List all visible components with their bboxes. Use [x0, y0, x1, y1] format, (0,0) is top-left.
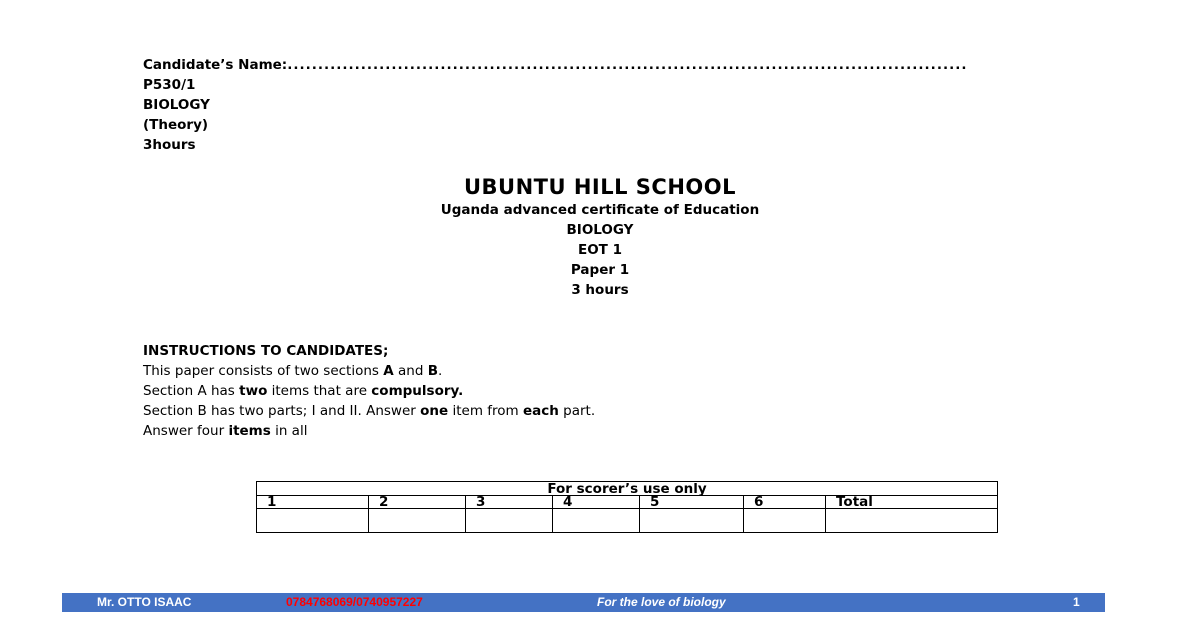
scorer-col-total: Total: [826, 496, 998, 509]
footer-author: Mr. OTTO ISAAC: [97, 595, 192, 609]
scorer-caption: For scorer’s use only: [257, 482, 998, 496]
instruction-text: part.: [558, 403, 596, 419]
instruction-text: Section B has two parts; I and II. Answer: [143, 403, 421, 419]
scorer-col-4: 4: [553, 496, 640, 509]
candidate-name-label: Candidate’s Name:: [143, 57, 288, 73]
instruction-emphasis: items: [228, 423, 271, 439]
instruction-text: This paper consists of two sections: [143, 363, 384, 379]
scorer-col-6: 6: [744, 496, 826, 509]
instructions-heading: INSTRUCTIONS TO CANDIDATES;: [143, 343, 389, 359]
exam-name: EOT 1: [577, 242, 622, 258]
instruction-text: items that are: [267, 383, 372, 399]
school-name: UBUNTU HILL SCHOOL: [463, 175, 737, 199]
footer-phone: 0784768069/0740957227: [286, 595, 423, 609]
instruction-emphasis: two: [239, 383, 268, 399]
title-block: [0, 174, 1200, 300]
instruction-line-4: [143, 421, 595, 441]
scorer-header-row: [257, 496, 998, 509]
instruction-emphasis: A: [383, 363, 394, 379]
instruction-text: and: [393, 363, 428, 379]
instruction-emphasis: each: [522, 403, 559, 419]
instruction-line-1: [143, 361, 595, 381]
scorer-table: [256, 481, 998, 533]
paper-code: P530/1: [143, 77, 196, 93]
candidate-name-line: [143, 55, 1043, 75]
instruction-text: in all: [270, 423, 308, 439]
score-cell[interactable]: [466, 509, 553, 533]
instruction-text: .: [437, 363, 443, 379]
scorer-score-row: [257, 509, 998, 533]
candidate-name-dots: ...............................................................................................................: [287, 57, 968, 73]
scorer-col-2: 2: [369, 496, 466, 509]
instruction-text: Section A has: [143, 383, 240, 399]
instructions: [143, 341, 595, 441]
instruction-line-3: [143, 401, 595, 421]
footer-motto: For the love of biology: [597, 595, 726, 609]
certificate-name: Uganda advanced certificate of Education: [440, 202, 760, 218]
score-cell[interactable]: [369, 509, 466, 533]
candidate-header: [143, 55, 1043, 155]
subject-name: BIOLOGY: [143, 97, 210, 113]
instruction-emphasis: one: [420, 403, 449, 419]
instruction-text: Answer four: [143, 423, 229, 439]
score-cell-total[interactable]: [826, 509, 998, 533]
paper-number: Paper 1: [570, 262, 630, 278]
paper-duration: 3hours: [143, 137, 196, 153]
paper-type: (Theory): [143, 117, 209, 133]
score-cell[interactable]: [640, 509, 744, 533]
score-cell[interactable]: [553, 509, 640, 533]
footer-page-number: 1: [1073, 595, 1080, 609]
scorer-col-1: 1: [257, 496, 369, 509]
instruction-emphasis: B: [427, 363, 438, 379]
score-cell[interactable]: [744, 509, 826, 533]
instruction-emphasis: compulsory.: [371, 383, 464, 399]
title-subject: BIOLOGY: [566, 222, 634, 238]
instruction-line-2: [143, 381, 595, 401]
score-cell[interactable]: [257, 509, 369, 533]
instruction-text: item from: [448, 403, 523, 419]
page-footer: [62, 593, 1105, 612]
scorer-col-5: 5: [640, 496, 744, 509]
scorer-col-3: 3: [466, 496, 553, 509]
title-duration: 3 hours: [571, 282, 629, 298]
